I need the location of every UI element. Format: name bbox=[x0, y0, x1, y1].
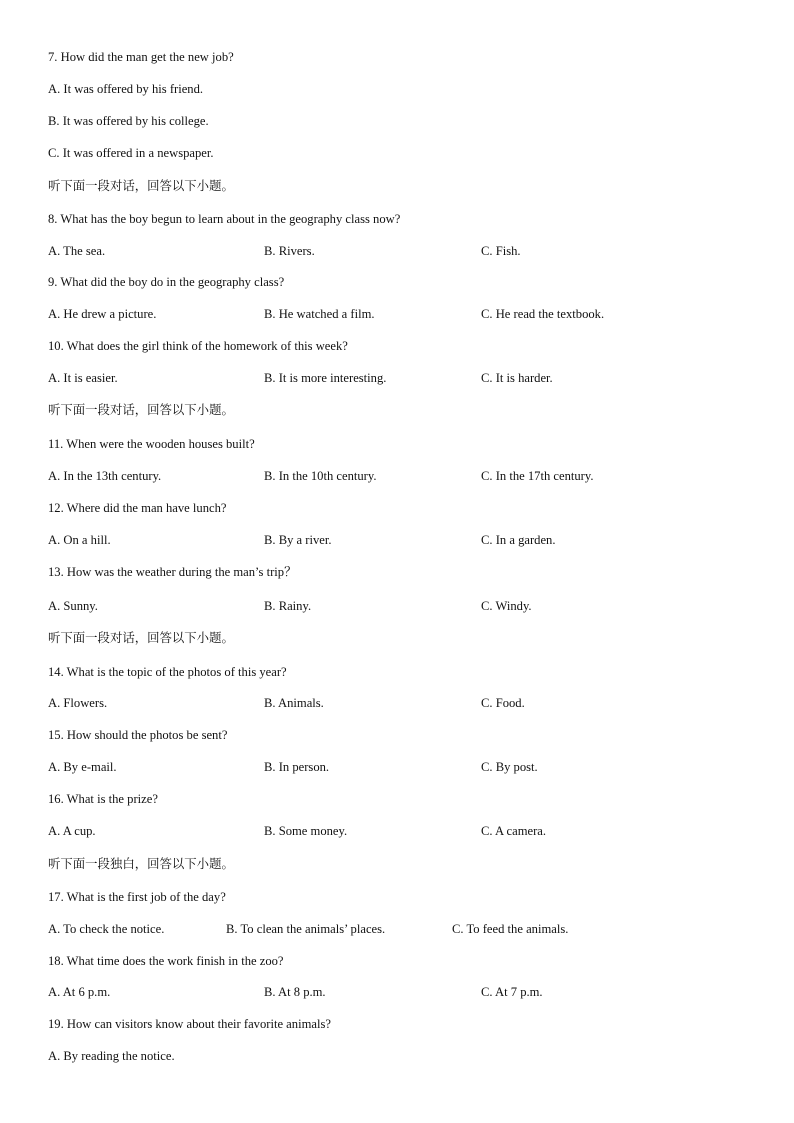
question-text: 14. What is the topic of the photos of this year? bbox=[48, 665, 287, 679]
question-text: 16. What is the prize? bbox=[48, 792, 158, 806]
option-a: A. The sea. bbox=[48, 244, 106, 258]
option-a: A. Sunny. bbox=[48, 599, 98, 613]
option-a: A. It is easier. bbox=[48, 371, 118, 385]
question-text: 15. How should the photos be sent? bbox=[48, 728, 228, 742]
option-a: A. Flowers. bbox=[48, 696, 108, 710]
option-c: C. In the 17th century. bbox=[481, 469, 594, 483]
question-text: 18. What time does the work finish in the zoo? bbox=[48, 954, 284, 968]
option-a: A. A cup. bbox=[48, 824, 96, 838]
section-instruction: 听下面一段独白，回答以下小题。 bbox=[48, 856, 234, 871]
option-b: B. In the 10th century. bbox=[264, 469, 377, 483]
option-a: A. By e-mail. bbox=[48, 760, 117, 774]
question-text: 8. What has the boy begun to learn about in the geography class now? bbox=[48, 212, 401, 226]
option-c: C. Food. bbox=[481, 696, 525, 710]
question-text: 11. When were the wooden houses built? bbox=[48, 437, 255, 451]
option-b: B. Animals. bbox=[264, 696, 324, 710]
answer-option: C. It was offered in a newspaper. bbox=[48, 146, 214, 160]
option-c: C. To feed the animals. bbox=[452, 922, 569, 936]
option-a: A. He drew a picture. bbox=[48, 307, 157, 321]
answer-option: A. By reading the notice. bbox=[48, 1049, 175, 1063]
option-b: B. To clean the animals’ places. bbox=[226, 922, 386, 936]
option-b: B. In person. bbox=[264, 760, 330, 774]
section-instruction: 听下面一段对话，回答以下小题。 bbox=[48, 630, 234, 645]
option-c: C. Fish. bbox=[481, 244, 521, 258]
option-b: B. Some money. bbox=[264, 824, 348, 838]
option-a: A. To check the notice. bbox=[48, 922, 165, 936]
question-text: 13. How was the weather during the man’s trip？ bbox=[48, 565, 297, 579]
question-text: 7. How did the man get the new job? bbox=[48, 50, 234, 64]
option-b: B. Rivers. bbox=[264, 244, 315, 258]
option-b: B. By a river. bbox=[264, 533, 332, 547]
question-text: 12. Where did the man have lunch? bbox=[48, 501, 227, 515]
question-text: 19. How can visitors know about their favorite animals? bbox=[48, 1017, 331, 1031]
question-text: 9. What did the boy do in the geography class? bbox=[48, 275, 285, 289]
option-b: B. He watched a film. bbox=[264, 307, 375, 321]
option-b: B. It is more interesting. bbox=[264, 371, 387, 385]
option-a: A. In the 13th century. bbox=[48, 469, 162, 483]
option-c: C. At 7 p.m. bbox=[481, 985, 543, 999]
option-c: C. He read the textbook. bbox=[481, 307, 605, 321]
answer-option: B. It was offered by his college. bbox=[48, 114, 209, 128]
section-instruction: 听下面一段对话，回答以下小题。 bbox=[48, 402, 234, 417]
option-c: C. By post. bbox=[481, 760, 538, 774]
question-text: 10. What does the girl think of the homework of this week? bbox=[48, 339, 348, 353]
option-a: A. At 6 p.m. bbox=[48, 985, 111, 999]
option-c: C. It is harder. bbox=[481, 371, 553, 385]
answer-option: A. It was offered by his friend. bbox=[48, 82, 204, 96]
question-text: 17. What is the first job of the day? bbox=[48, 890, 226, 904]
option-b: B. At 8 p.m. bbox=[264, 985, 326, 999]
option-a: A. On a hill. bbox=[48, 533, 111, 547]
option-c: C. In a garden. bbox=[481, 533, 556, 547]
option-b: B. Rainy. bbox=[264, 599, 312, 613]
section-instruction: 听下面一段对话，回答以下小题。 bbox=[48, 178, 234, 193]
option-c: C. A camera. bbox=[481, 824, 547, 838]
option-c: C. Windy. bbox=[481, 599, 532, 613]
